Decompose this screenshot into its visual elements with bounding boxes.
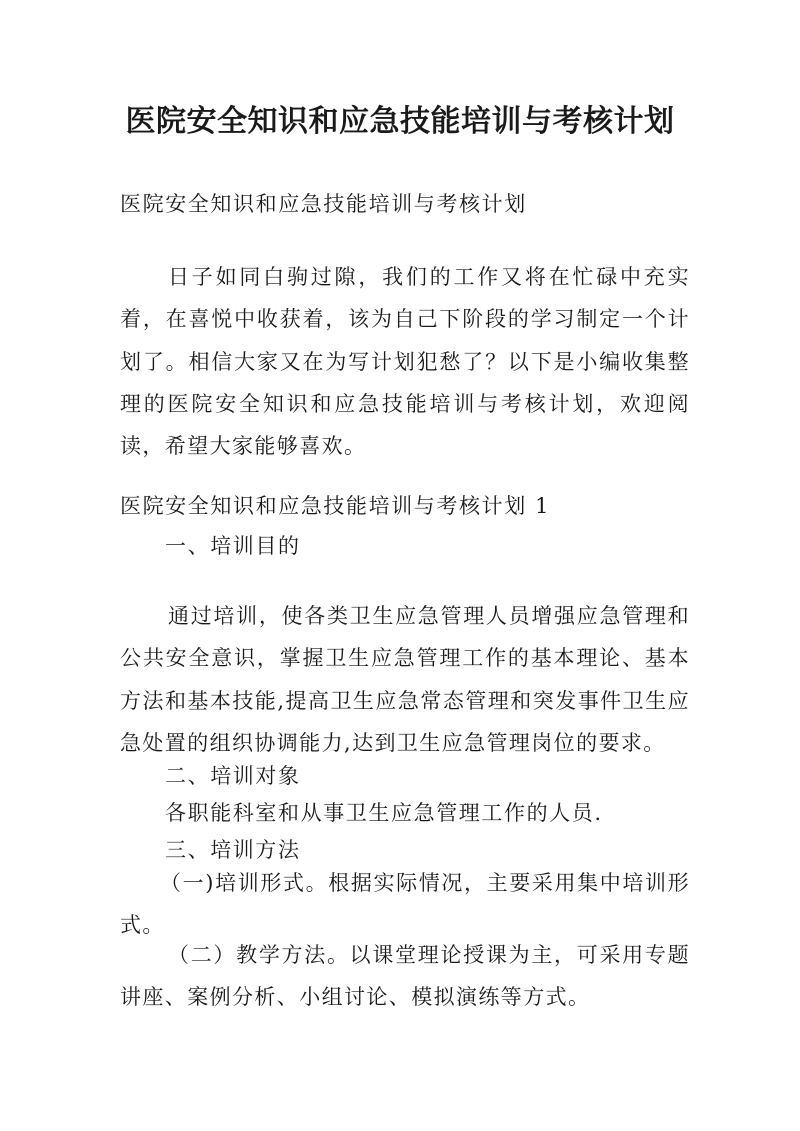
document-subtitle: 医院安全知识和应急技能培训与考核计划 — [120, 192, 527, 216]
section3-item-1: （一)培训形式。根据实际情况，主要采用集中培训形式。 — [120, 871, 690, 938]
section3-heading: 三、培训方法 — [165, 838, 301, 862]
section1-heading: 一、培训目的 — [165, 534, 301, 558]
section2-body: 各职能科室和从事卫生应急管理工作的人员. — [165, 801, 603, 825]
intro-paragraph: 日子如同白驹过隙，我们的工作又将在忙碌中充实着，在喜悦中收获着，该为自己下阶段的学习制定一个计划了。相信大家又在为写计划犯愁了？以下是小编收集整理的医院安全知识和应急技能培训与考核计划，欢迎阅读，希望大家能够喜欢。 — [120, 265, 690, 459]
section3-item-2: （二）教学方法。以课堂理论授课为主，可采用专题讲座、案例分析、小组讨论、模拟演练等方式。 — [120, 943, 690, 1010]
document-title: 医院安全知识和应急技能培训与考核计划 — [125, 104, 675, 139]
plan-heading: 医院安全知识和应急技能培训与考核计划 1 — [120, 494, 551, 518]
section2-heading: 二、培训对象 — [165, 764, 301, 788]
section1-body: 通过培训，使各类卫生应急管理人员增强应急管理和公共安全意识，掌握卫生应急管理工作的基本理论、基本方法和基本技能,提高卫生应急常态管理和突发事件卫生应急处置的组织协调能力,达到卫生应急管理岗位的要求。 — [120, 604, 690, 755]
